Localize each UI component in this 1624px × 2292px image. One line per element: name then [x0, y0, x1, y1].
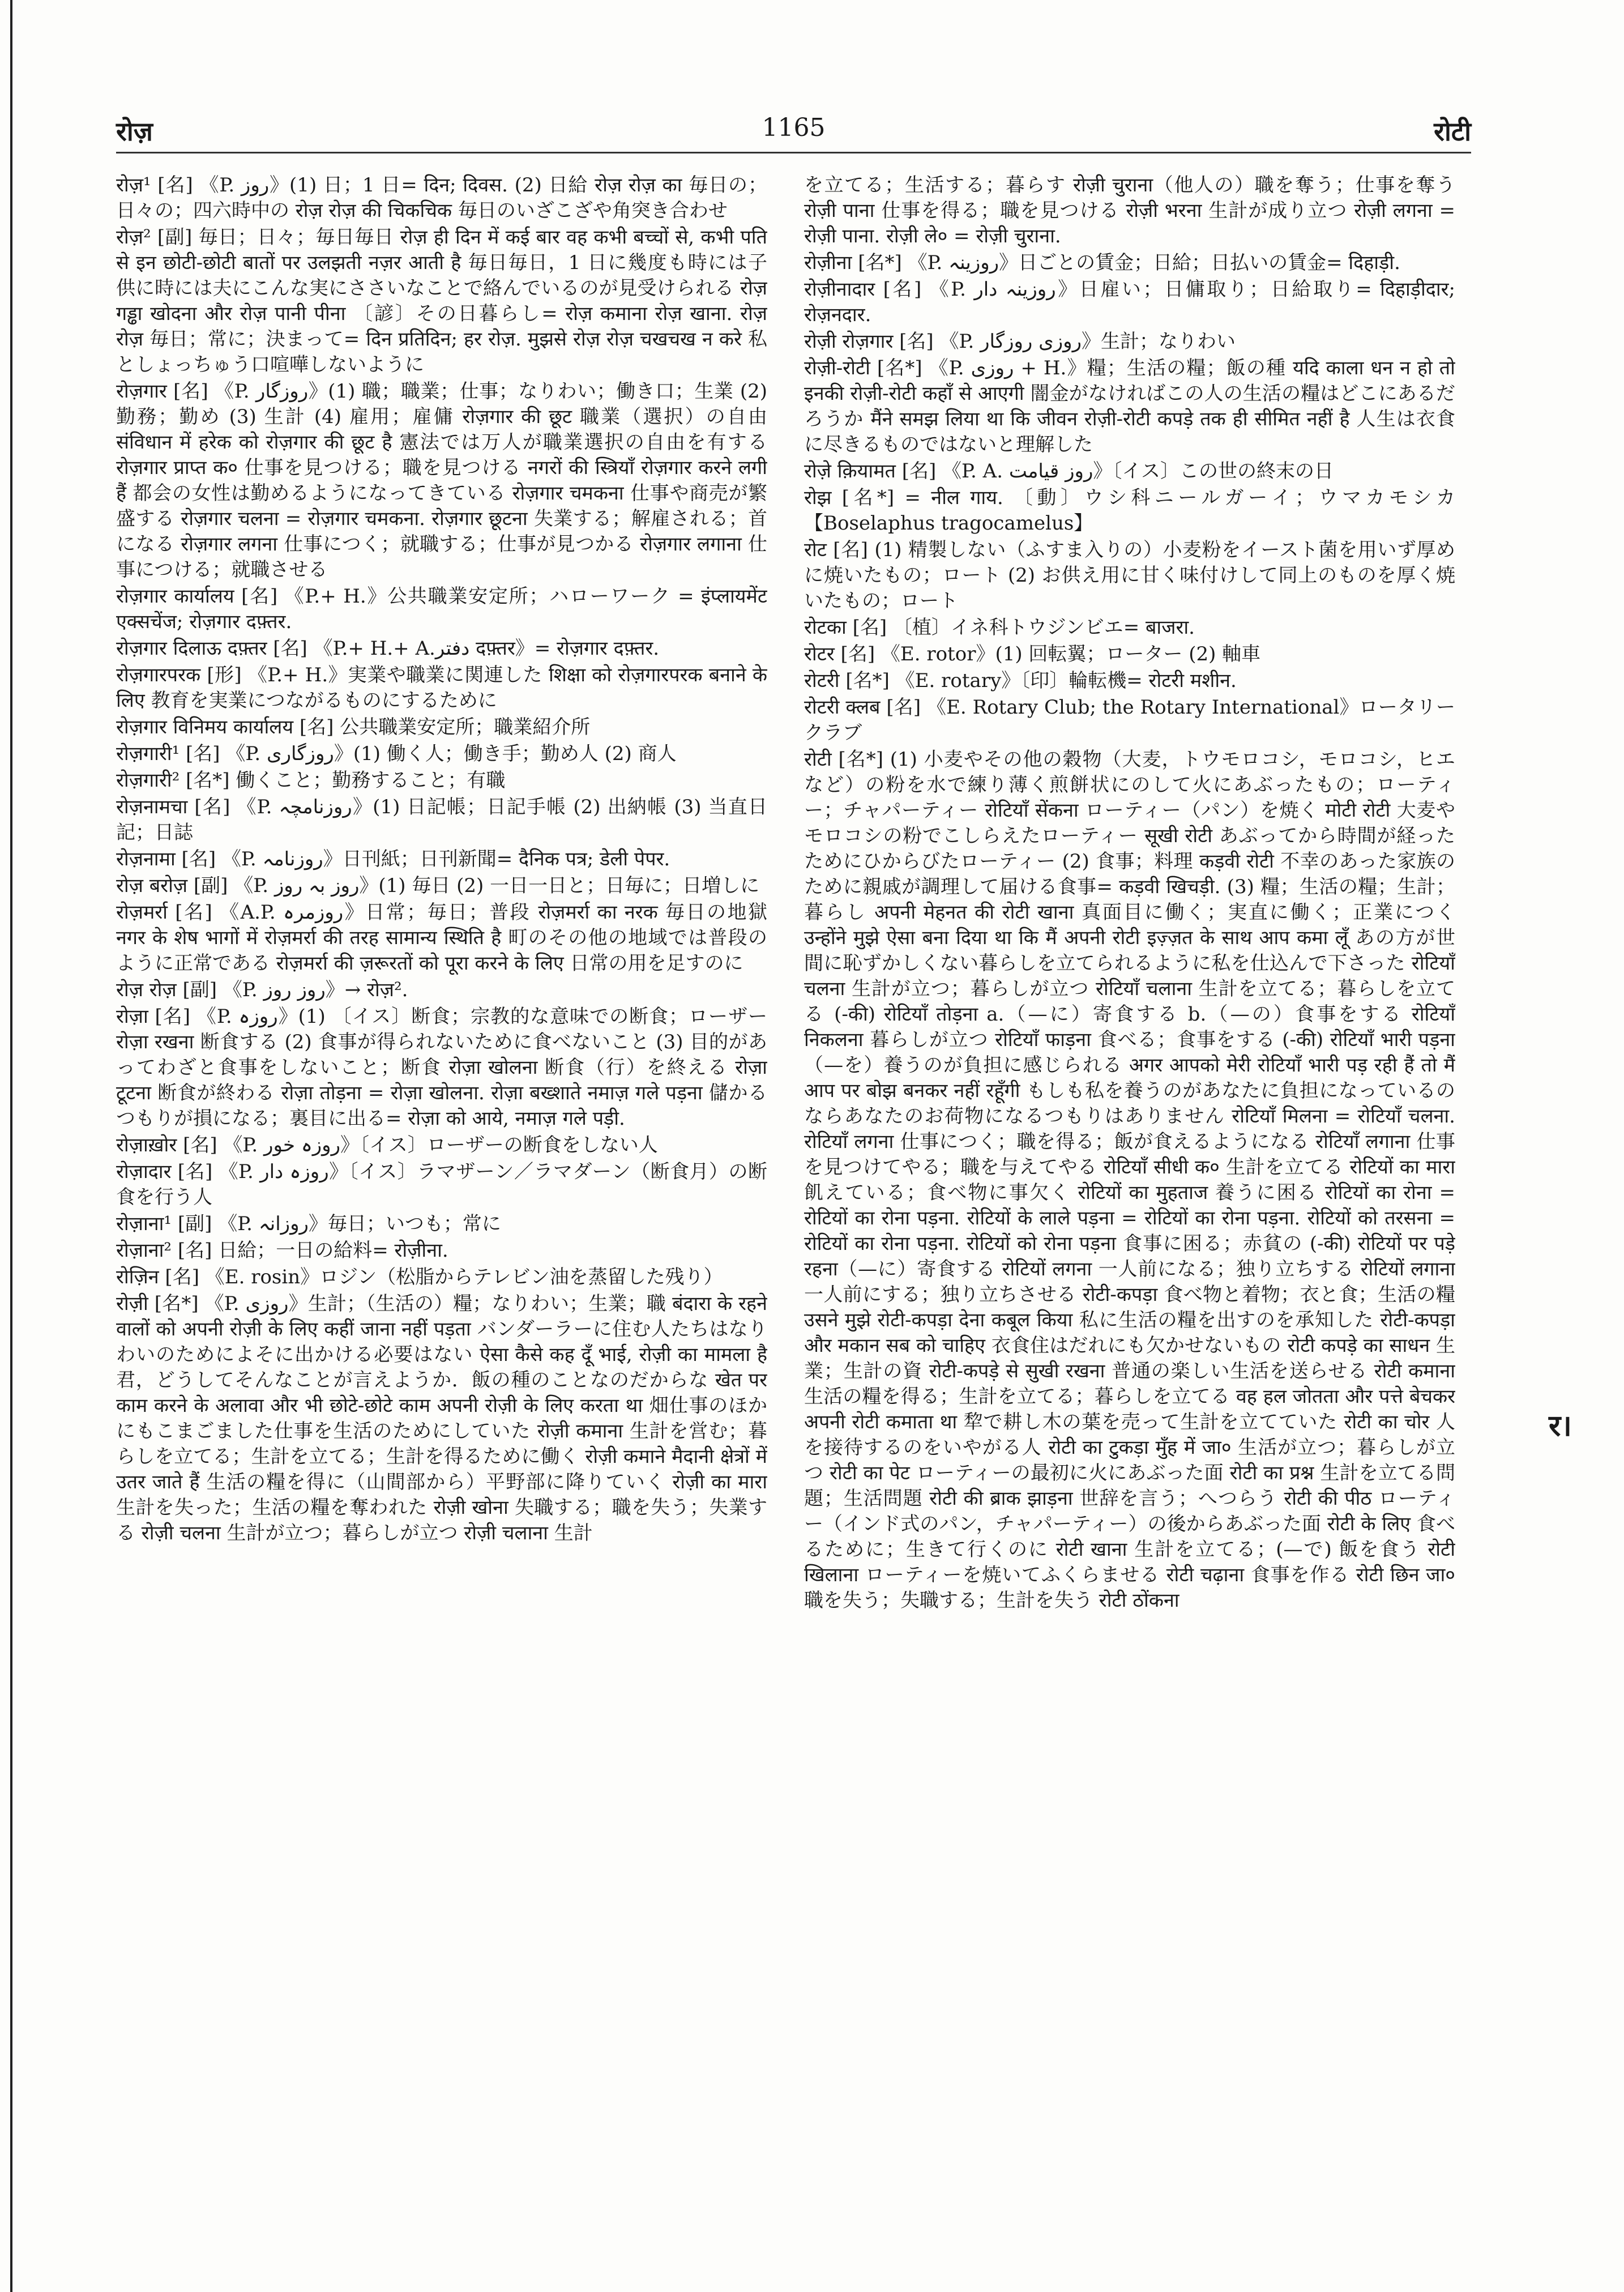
right-column: [804, 173, 1455, 2257]
dictionary-entry: रोज़े क़ियामत [名] 《P. A. روز قیامت》〔イス〕この世の終末の日: [804, 460, 1334, 483]
dictionary-entry: रोज़¹ [名] 《P. روز》(1) 日；1 日= दिन; दिवस. (2) 日給 रोज़ रोज़ का 毎日の；日々の；四六時中の रोज़ रोज़ की चिकचिक 毎日のいざこざや角突き合わせ: [116, 174, 767, 222]
thumb-index-mark: र।: [1549, 1409, 1572, 1443]
dictionary-entry: रोटका [名] 〔植〕イネ科トウジンビエ= बाजरा.: [804, 616, 1195, 639]
dictionary-entry: रोज़नामचा [名] 《P. روزنامچہ》(1) 日記帳；日記手帳 (2) 出納帳 (3) 当直日記；日誌: [116, 796, 767, 844]
dictionary-entry: रोटरी [名*] 《E. rotary》〔印〕輪転機= रोटरी मशीन.: [804, 669, 1237, 692]
dictionary-entry: रोज़नामा [名] 《P. روزنامہ》日刊紙；日刊新聞= दैनिक पत्र; डेली पेपर.: [116, 848, 670, 870]
dictionary-entry: रोज़ाना² [名] 日給；一日の給料= रोज़ीना.: [116, 1239, 448, 1262]
dictionary-entry: रोज़गारपरक [形] 《P.+ H.》実業や職業に関連した शिक्षा को रोज़गारपरक बनाने के लिए 教育を実業につながるものにするために: [116, 664, 767, 712]
dictionary-entry: रोज़ी [名*] 《P. روزی》生計；（生活の）糧；なりわい；生業；職 बंदारा के रहने वालों को अपनी रोज़ी के लिए कहीं जाना नहीं पड़ता バンダーラーに住む人たちはなりわいのためによそに出かける必要はない ऐसा कैसे कह दूँ भाई, रोज़ी का मामला है 君，どうしてそんなことが言えようか．飯の種のことなのだからな खेत पर काम करने के अलावा और भी छोटे-छोटे काम अपनी रोज़ी के लिए करता था 畑仕事のほかにもこまごました仕事を生活のためにしていた रोज़ी कमाना 生計を営む；暮らしを立てる；生計を立てる；生計を得るために働く रोज़ी कमाने मैदानी क्षेत्रों में उतर जाते हैं 生活の糧を得に（山間部から）平野部に降りていく रोज़ी का मारा 生計を失った；生活の糧を奪われた रोज़ी खोना 失職する；職を失う；失業する रोज़ी चलना 生計が立つ；暮らしが立つ रोज़ी चलाना 生計: [116, 1292, 767, 1544]
dictionary-entry: रोज़मर्रा [名] 《A.P. روزمرہ》日常；毎日；普段 रोज़मर्रा का नरक 毎日の地獄 नगर के शेष भागों में रोज़मर्रा की तरह सामान्य स्थिति है 町のその他の地域では普段のように正常である रोज़मर्रा की ज़रूरतों को पूरा करने के लिए 日常の用を足すのに: [116, 901, 767, 975]
dictionary-entry: रोज़ रोज़ [副] 《P. روز روز》→ रोज़².: [116, 979, 408, 1001]
dictionary-entry: रोज़ी-रोटी [名*] 《P. روزی + H.》糧；生活の糧；飯の種 यदि काला धन न हो तो इनकी रोज़ी-रोटी कहाँ से आएगी 闇金がなければこの人の生活の糧はどこにあるだろうか मैंने समझ लिया था कि जीवन रोज़ी-रोटी कपड़े तक ही सीमित नहीं है 人生は衣食に尽きるものではないと理解した: [804, 357, 1455, 456]
dictionary-entry: रोज़गार कार्यालय [名] 《P.+ H.》公共職業安定所；ハローワーク = इंप्लायमेंट एक्सचेंज; रोज़गार दफ़्तर.: [116, 585, 767, 633]
dictionary-entry: रोज़िन [名] 《E. rosin》ロジン（松脂からテレビン油を蒸留した残り）: [116, 1266, 723, 1288]
header-rule: [116, 152, 1471, 153]
left-guide-word: रोज़: [116, 116, 153, 147]
dictionary-entry: を立てる；生活する；暮らす रोज़ी चुराना（他人の）職を奪う；仕事を奪う रोज़ी पाना 仕事を得る；職を見つける रोज़ी भरना 生計が成り立つ रोज़ी लगना = रोज़ी पाना. रोज़ी ले० = रोज़ी चुराना.: [804, 174, 1455, 247]
dictionary-entry: रोज़ादार [名] 《P. روزہ دار》〔イス〕ラマザーン／ラマダーン（断食月）の断食を行う人: [116, 1160, 767, 1209]
page-number: 1165: [762, 113, 826, 142]
dictionary-entry: रोज़ाख़ोर [名] 《P. روزہ خور》〔イス〕ローザーの断食をしない人: [116, 1134, 658, 1156]
dictionary-entry: रोज़ीनादार [名] 《P. روزینہ دار》日雇い；日傭取り；日給取り= दिहाड़ीदार; रोज़नदार.: [804, 278, 1455, 326]
dictionary-entry: रोज़ाना¹ [副] 《P. روزانہ》毎日；いつも；常に: [116, 1213, 501, 1235]
dictionary-entry: रोज़² [副] 毎日；日々；毎日毎日 रोज़ ही दिन में कई बार वह कभी बच्चों से, कभी पति से इन छोटी-छोटी बातों पर उलझती नज़र आती है 毎日毎日，1 日に幾度も時には子供に時には夫にこんな実にささいなことで絡んでいるのが見受けられる रोज़ गड्ढा खोदना और रोज़ पानी पीना 〔諺〕その日暮らし= रोज़ कमाना रोज़ खाना. रोज़ रोज़ 毎日；常に；決まって= दिन प्रतिदिन; हर रोज़. मुझसे रोज़ रोज़ चखचख न करे 私としょっちゅう口喧嘩しないように: [116, 226, 767, 376]
dictionary-entry: रोटर [名] 《E. rotor》(1) 回転翼；ローター (2) 軸車: [804, 643, 1261, 665]
right-guide-word: रोटी: [1434, 116, 1471, 147]
dictionary-entry: रोट [名] (1) 精製しない（ふすま入りの）小麦粉をイースト菌を用いず厚めに焼いたもの；ロート (2) お供え用に甘く味付けして同上のものを厚く焼いたもの；ロート: [804, 539, 1455, 612]
dictionary-entry: रोज़गार दिलाऊ दफ़्तर [名] 《P.+ H.+ A.دفتر दफ़्तर》= रोज़गार दफ़्तर.: [116, 637, 660, 660]
binding-edge-line: [10, 0, 12, 2292]
dictionary-entry: रोटी [名*] (1) 小麦やその他の穀物（大麦，トウモロコシ，モロコシ，ヒエなど）の粉を水で練り薄く煎餅状にのして火にあぶったもの；ローティー；チャパーティー रोटियाँ सेंकना ローティー（パン）を焼く मोटी रोटी 大麦やモロコシの粉でこしらえたローティー सूखी रोटी あぶってから時間が経ったためにひからびたローティー (2) 食事；料理 कड़वी रोटी 不幸のあった家族のために親戚が調理して届ける食事= कड़वी खिचड़ी. (3) 糧；生活の糧；生計；暮らし अपनी मेहनत की रोटी खाना 真面目に働く；実直に働く；正業につく उन्होंने मुझे ऐसा बना दिया था कि मैं अपनी रोटी इज़्ज़त के साथ आप कमा लूँ あの方が世間に恥ずかしくない暮らしを立てられるように私を仕込んで下さった रोटियाँ चलना 生計が立つ；暮らしが立つ रोटियाँ चलाना 生計を立てる；暮らしを立てる (-की) रोटियाँ तोड़ना a.（—に）寄食する b.（—の）食事をする रोटियाँ निकलना 暮らしが立つ रोटियाँ फाड़ना 食べる；食事をする (-की) रोटियाँ भारी पड़ना（—を）養うのが負担に感じられる अगर आपको मेरी रोटियाँ भारी पड़ रही हैं तो मैं आप पर बोझ बनकर नहीं रहूँगी もしも私を養うのがあなたに負担になっているのならあなたのお荷物になるつもりはありません रोटियाँ मिलना = रोटियाँ चलना. रोटियाँ लगना 仕事につく；職を得る；飯が食えるようになる रोटियाँ लगाना 仕事を見つけてやる；職を与えてやる रोटियाँ सीधी क० 生計を立てる रोटियों का मारा 飢えている；食べ物に事欠く रोटियों का मुहताज 養うに困る रोटियों का रोना = रोटियों का रोना पड़ना. रोटियों के लाले पड़ना = रोटियों का रोना पड़ना. रोटियों को तरसना = रोटियों का रोना पड़ना. रोटियों को रोना पड़ना 食事に困る；赤貧の (-की) रोटियों पर पड़े रहना（—に）寄食する रोटियों लगना 一人前になる；独り立ちする रोटियों लगाना 一人前にする；独り立ちさせる रोटी-कपड़ा 食べ物と着物；衣と食；生活の糧 उसने मुझे रोटी-कपड़ा देना कबूल किया 私に生活の糧を出すのを承知した रोटी-कपड़ा और मकान सब को चाहिए 衣食住はだれにも欠かせないもの रोटी कपड़े का साधन 生業；生計の資 रोटी-कपड़े से सुखी रखना 普通の楽しい生活を送らせる रोटी कमाना 生活の糧を得る；生計を立てる；暮らしを立てる वह हल जोतता और पत्ते बेचकर अपनी रोटी कमाता था 犂で耕し木の葉を売って生計を立てていた रोटी का चोर 人を接待するのをいやがる人 रोटी का टुकड़ा मुँह में जा० 生活が立つ；暮らしが立つ रोटी का पेट ローティーの最初に火にあぶった面 रोटी का प्रश्न 生計を立てる問題；生活問題 रोटी की ब्राक झाड़ना 世辞を言う；へつらう रोटी की पीठ ローティー（インド式のパン，チャパーティー）の後からあぶった面 रोटी के लिए 食べるために；生きて行くのに रोटी खाना 生計を立てる；(—で) 飯を食う रोटी खिलाना ローティーを焼いてふくらませる रोटी चढ़ाना 食事を作る रोटी छिन जा० 職を失う；失職する；生計を失う रोटी ठोंकना: [804, 748, 1455, 1612]
dictionary-entry: रोटरी क्लब [名] 《E. Rotary Club; the Rotary International》ロータリークラブ: [804, 696, 1455, 744]
dictionary-entry: रोज़ा [名] 《P. روزہ》(1) 〔イス〕断食；宗教的な意味での断食；ローザー रोज़ा रखना 断食する (2) 食事が得られないために食べないこと (3) 目的があってわざと食事をしないこと；断食 रोज़ा खोलना 断食（行）を終える रोज़ा टूटना 断食が終わる रोज़ा तोड़ना = रोज़ा खोलना. रोज़ा बख्शाते नमाज़ गले पड़ना 儲かるつもりが損になる；裏目に出る= रोज़ा को आये, नमाज़ गले पड़ी.: [116, 1005, 767, 1130]
left-column: [116, 173, 767, 2257]
dictionary-entry: रोज़गारी² [名*] 働くこと；勤務すること；有職: [116, 769, 506, 792]
dictionary-entry: रोज़गारी¹ [名] 《P. روزگاری》(1) 働く人；働き手；勤め人 (2) 商人: [116, 742, 677, 765]
dictionary-entry: रोज़ीना [名*] 《P. روزینہ》日ごとの賃金；日給；日払いの賃金= दिहाड़ी.: [804, 251, 1400, 274]
dictionary-entry: रोज़ी रोज़गार [名] 《P. روزی روزگار》生計；なりわい: [804, 330, 1236, 353]
dictionary-entry: रोझ [名*] = नील गाय. 〔動〕ウシ科ニールガーイ；ウマカモシカ【Boselaphus tragocamelus】: [804, 486, 1455, 535]
dictionary-entry: रोज़ बरोज़ [副] 《P. روز بہ روز》(1) 毎日 (2) 一日一日と；日毎に；日増しに: [116, 874, 760, 897]
dictionary-entry: रोज़गार विनिमय कार्यालय [名] 公共職業安定所；職業紹介所: [116, 716, 591, 739]
dictionary-entry: रोज़गार [名] 《P. روزگار》(1) 職；職業；仕事；なりわい；働き口；生業 (2) 勤務；勤め (3) 生計 (4) 雇用；雇傭 रोज़गार की छूट 職業（選択）の自由 संविधान में हरेक को रोज़गार की छूट है 憲法では万人が職業選択の自由を有する रोज़गार प्राप्त क० 仕事を見つける；職を見つける नगरों की स्त्रियाँ रोज़गार करने लगी हैं 都会の女性は勤めるようになってきている रोज़गार चमकना 仕事や商売が繁盛する रोज़गार चलना = रोज़गार चमकना. रोज़गार छूटना 失業する；解雇される；首になる रोज़गार लगना 仕事につく；就職する；仕事が見つかる रोज़गार लगाना 仕事につける；就職させる: [116, 380, 767, 581]
